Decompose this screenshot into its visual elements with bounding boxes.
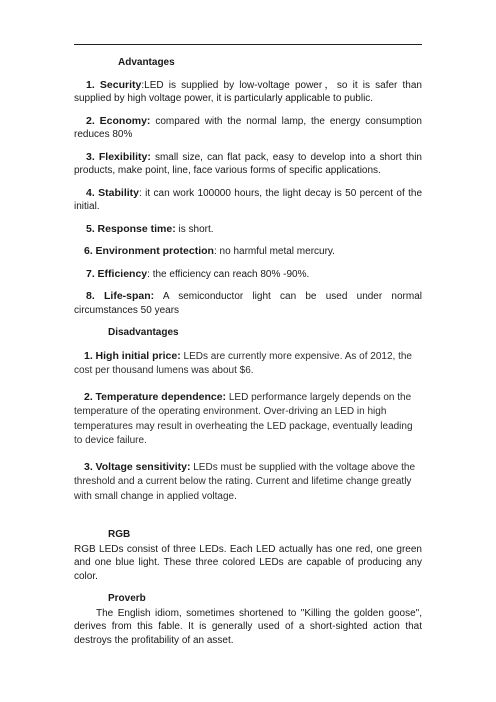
item-description: small size, can flat pack, easy to develop into a short thin products, make point, line, face various forms of specific applications. [74,151,422,176]
item-description: LED is supplied by low-voltage power，so it is safer than supplied by high voltage power, it is particularly applicable to public. [74,79,422,104]
rgb-paragraph: RGB LEDs consist of three LEDs. Each LED actually has one red, one green and one blue light. These three colored LEDs are capable of producing any color. [74,543,422,582]
item-term: Stability [98,186,139,199]
advantage-item-economy [74,115,422,142]
item-term: Flexibility: [98,150,151,163]
item-number: 4. [86,186,95,199]
advantage-item-flexibility [74,151,422,178]
item-number: 5. [86,222,95,235]
advantage-item-stability [74,187,422,214]
item-term: Environment protection [95,245,214,257]
disadvantage-item-voltage [74,460,422,505]
item-number: 7. [86,267,95,280]
item-separator: : [141,79,145,91]
item-term: Voltage sensitivity: [95,460,191,473]
header-rule [74,44,422,45]
document-body [74,54,422,647]
item-term: Temperature dependence: [95,390,227,403]
item-number: 2. [86,114,95,127]
proverb-paragraph: The English idiom, sometimes shortened to "Killing the golden goose", derives from this fable. It is generally used of a short-sighted action that destroys the profitability of an asset. [74,607,422,646]
proverb-heading: Proverb [108,593,146,604]
item-number: 3. [84,460,93,473]
item-term: Life-span: [104,290,155,302]
item-term: Security [99,78,142,91]
item-number: 2. [84,390,93,403]
item-term: High initial price: [95,349,181,362]
disadvantage-item-temperature [74,390,422,449]
item-term: Efficiency [97,267,148,280]
advantage-item-response-time [74,223,422,237]
item-number: 1. [86,78,95,91]
advantage-item-life-span [74,290,422,317]
disadvantage-item-initial-price [74,349,422,379]
item-number: 3. [86,150,95,163]
advantage-item-security [74,79,422,106]
rgb-heading: RGB [108,529,131,540]
advantage-item-environment [74,245,422,259]
item-number: 6. [84,245,93,257]
item-description: is short. [175,223,214,235]
item-description: compared with the normal lamp, the energy consumption reduces 80% [74,115,422,140]
advantage-item-efficiency [74,268,422,282]
item-number: 8. [86,290,95,302]
advantages-heading: Advantages [118,57,175,68]
item-description: : the efficiency can reach 80% -90%. [147,268,310,280]
advantages-list [74,79,422,318]
item-description: : no harmful metal mercury. [213,246,335,257]
disadvantages-heading: Disadvantages [108,327,179,338]
item-description: LEDs must be supplied with the voltage above the threshold and a current below the rating. Current and lifetime change greatly with small change in applied voltage. [74,461,416,502]
item-number: 1. [84,349,93,362]
item-description: A semiconductor light can be used under normal circumstances 50 years [74,291,422,316]
item-description: LEDs are currently more expensive. As of 2012, the cost per thousand lumens was about $6. [74,350,412,376]
item-term: Economy: [99,114,151,127]
disadvantages-list [74,349,422,505]
item-term: Response time: [97,222,176,235]
item-description: LED performance largely depends on the temperature of the operating environment. Over-driving an LED in high temperatures may result in overheating the LED package, eventually leading to device failure. [74,391,413,446]
item-description: : it can work 100000 hours, the light decay is 50 percent of the initial. [74,187,423,212]
